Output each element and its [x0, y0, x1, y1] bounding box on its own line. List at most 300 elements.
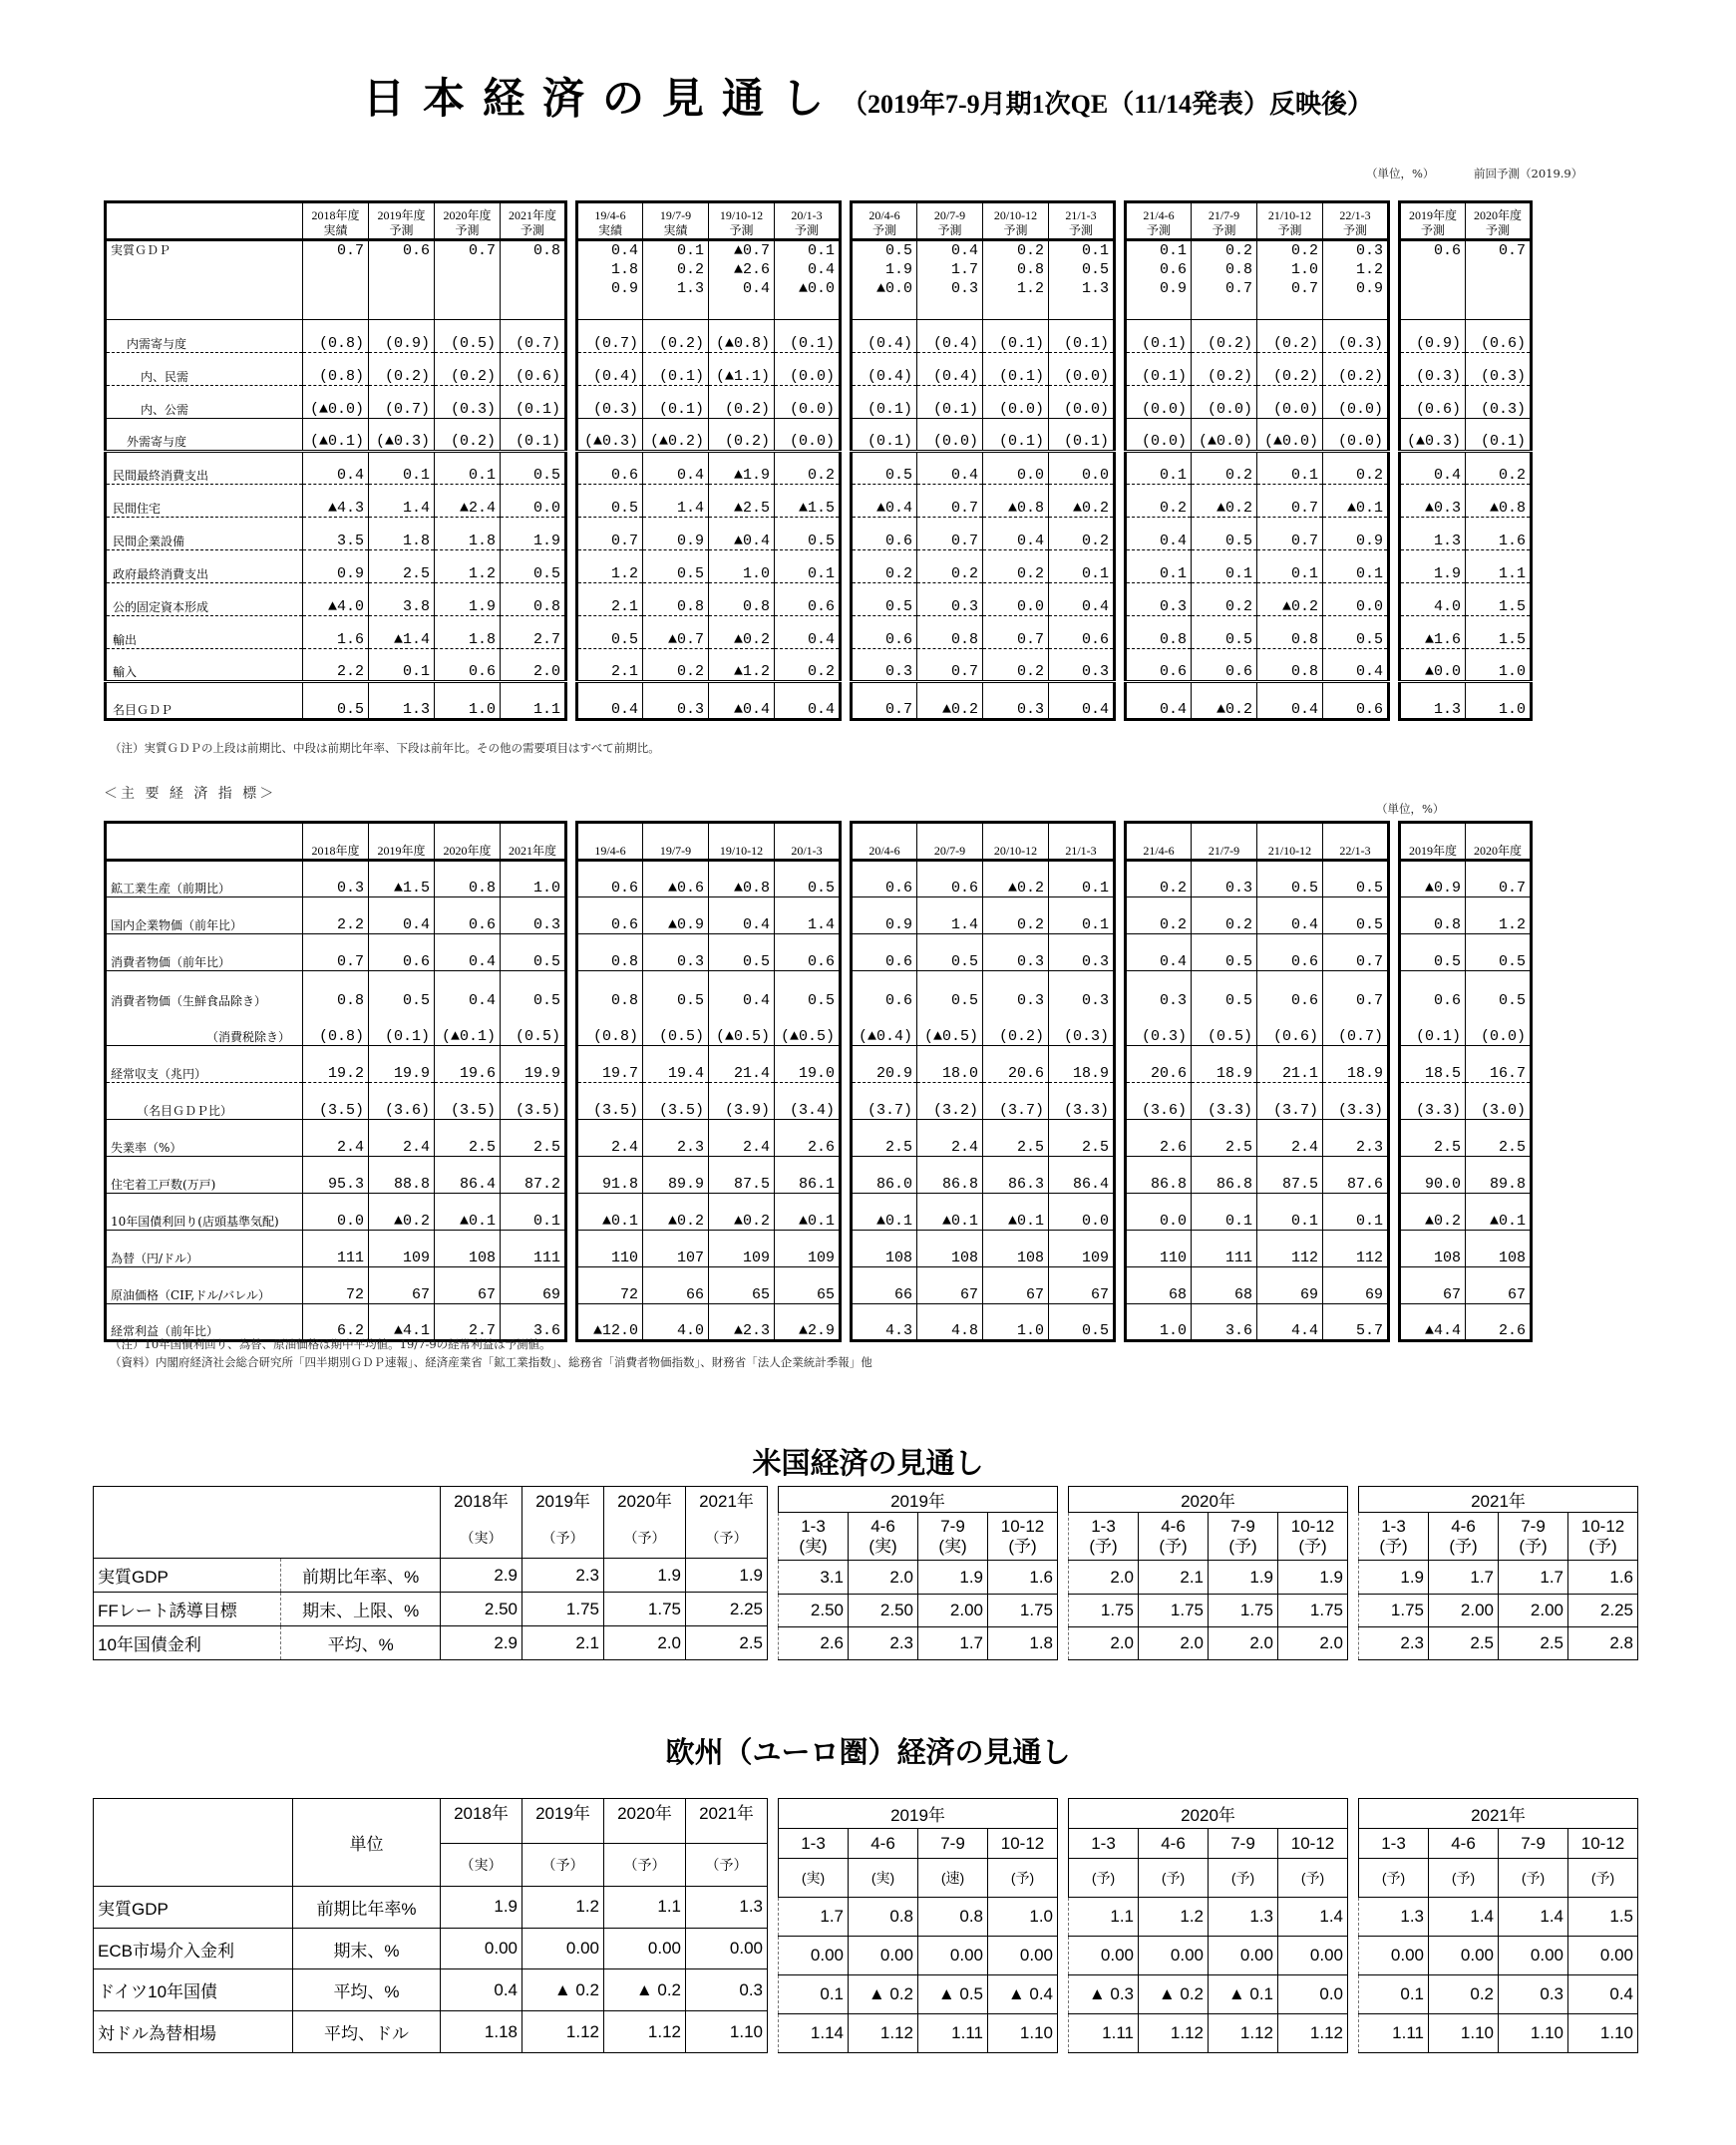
value-cell: (▲0.1) [303, 419, 369, 452]
table-row [1400, 485, 1532, 518]
value-cell [643, 240, 709, 320]
ind-q3-block [1124, 821, 1390, 1342]
value-cell: 0.8 [435, 861, 501, 897]
value-cell: ▲0.1 [775, 1194, 841, 1231]
indicators-table [104, 821, 1541, 1342]
value-cell: 0.1 [1192, 550, 1257, 583]
value-cell: 0.00 [1139, 1937, 1209, 1975]
table-row [779, 1898, 1058, 1937]
ind-q2-block [850, 821, 1116, 1342]
table-row [852, 1046, 1115, 1083]
row-label: 公的固定資本形成 [106, 583, 303, 616]
column-header: 21/4-6 [1126, 823, 1192, 861]
table-row [852, 971, 1115, 1009]
value-cell: (0.5) [501, 1009, 566, 1046]
value-cell: 0.4 [709, 897, 775, 934]
column-status: 予測 [1212, 223, 1236, 237]
table-row [852, 1120, 1115, 1157]
value-cell: (0.0) [775, 386, 841, 419]
value-cell: (0.0) [1323, 386, 1389, 419]
column-status: 予測 [1277, 223, 1302, 237]
value-cell: (0.7) [577, 320, 643, 353]
table-row [1400, 518, 1532, 550]
column-header: 2019年度 [1400, 823, 1466, 861]
value-cell: 2.3 [849, 1626, 918, 1659]
value-cell: (0.3) [435, 386, 501, 419]
value: 0.1 [676, 242, 704, 259]
value-cell: 18.9 [1323, 1046, 1389, 1083]
table-row [852, 1157, 1115, 1194]
value-cell: 1.2 [1466, 897, 1532, 934]
value-cell: 1.7 [779, 1898, 849, 1937]
table-row [1400, 550, 1532, 583]
table-row [852, 682, 1115, 720]
value-cell: 0.00 [441, 1928, 522, 1969]
year-row [779, 1487, 1058, 1513]
value-cell: (▲0.5) [917, 1009, 983, 1046]
value: 0.8 [1224, 261, 1252, 278]
period-header: 4-6 [849, 1829, 918, 1859]
value-cell: (0.9) [369, 320, 435, 353]
value-cell: 0.4 [709, 971, 775, 1009]
table-row [577, 518, 841, 550]
value-cell: 2.6 [775, 1120, 841, 1157]
value-cell: 19.9 [369, 1046, 435, 1083]
table-row [577, 861, 841, 897]
value-cell: 1.10 [1499, 2014, 1568, 2053]
column-header: 2021年度 [501, 823, 566, 861]
status-header: （予） [604, 1844, 686, 1887]
value-cell: 1.4 [1278, 1898, 1348, 1937]
value-cell: (0.3) [1323, 320, 1389, 353]
value: 0.6 [402, 242, 430, 259]
value-cell: (3.3) [1323, 1083, 1389, 1120]
column-period: 22/1-3 [1339, 208, 1371, 222]
value-cell: 0.00 [1278, 1937, 1348, 1975]
column-header: 2018年度 [303, 823, 369, 861]
value-cell: 1.6 [1568, 1561, 1638, 1594]
column-period: 20/7-9 [933, 208, 966, 222]
value: 0.5 [884, 242, 912, 259]
row-label: 実質GDP [94, 1886, 293, 1928]
period-header: 10-12 [988, 1829, 1058, 1859]
value: ▲2.6 [733, 261, 770, 278]
header-row [852, 202, 1115, 240]
value-cell: (0.1) [983, 419, 1049, 452]
table-row [852, 861, 1115, 897]
table-row [577, 616, 841, 649]
value: 0.6 [1159, 261, 1187, 278]
column-status: 予測 [1485, 223, 1510, 237]
value-cell: 1.12 [522, 2011, 604, 2053]
table-row [779, 2014, 1058, 2053]
value-cell: 0.5 [501, 934, 566, 971]
status-header: （予） [686, 1844, 768, 1887]
year-header: 2021年 [1359, 1799, 1638, 1829]
value-cell: 0.4 [441, 1969, 522, 2011]
value-cell: 4.0 [1400, 583, 1466, 616]
value-cell: 0.6 [1257, 971, 1323, 1009]
value-cell: 68 [1126, 1267, 1192, 1304]
value-cell: 0.1 [779, 1975, 849, 2014]
value-cell: 1.12 [1209, 2014, 1278, 2053]
value-cell: 1.0 [988, 1898, 1058, 1937]
value-cell: (▲0.3) [1406, 433, 1461, 450]
value-cell: 19.4 [643, 1046, 709, 1083]
value-cell: 109 [369, 1231, 435, 1267]
period-header [849, 1513, 918, 1561]
table-row [1069, 1898, 1348, 1937]
table-row [106, 583, 566, 616]
value-cell: 0.1 [1323, 550, 1389, 583]
value-cell: 0.4 [303, 452, 369, 485]
year-header: 2018年 [441, 1799, 522, 1844]
value-cell: ▲ 0.2 [604, 1969, 686, 2011]
row-unit: 前期比年率% [293, 1886, 441, 1928]
status: (予) [1089, 1536, 1118, 1556]
value-cell: 0.6 [1049, 616, 1115, 649]
column-header [577, 202, 643, 240]
table-row [577, 320, 841, 353]
column-period: 21/1-3 [1065, 208, 1097, 222]
value-cell: ▲0.2 [917, 682, 983, 720]
table-row [94, 1593, 768, 1626]
value: 0.8 [532, 242, 560, 259]
period-header [1278, 1513, 1348, 1561]
status: (予) [1298, 1536, 1327, 1556]
value-cell: 0.1 [1323, 1194, 1389, 1231]
value: 0.1 [1159, 242, 1187, 259]
period-header: 7-9 [1209, 1829, 1278, 1859]
row-label: 政府最終消費支出 [106, 550, 303, 583]
period-header [918, 1513, 988, 1561]
year-header: 2018年 [441, 1487, 522, 1519]
column-header [303, 202, 369, 240]
value-cell: (0.2) [435, 353, 501, 386]
value-cell: 1.7 [918, 1626, 988, 1659]
value-cell: 0.8 [849, 1898, 918, 1937]
value-cell: 0.4 [775, 616, 841, 649]
table-row [852, 452, 1115, 485]
year-header: 2019年 [522, 1799, 604, 1844]
value-cell: 0.8 [501, 583, 566, 616]
value-cell: ▲0.2 [1257, 583, 1323, 616]
value-cell: 0.5 [709, 934, 775, 971]
ind-prev-block [1398, 821, 1533, 1342]
value-cell: 18.5 [1400, 1046, 1466, 1083]
value-cell: 1.10 [1429, 2014, 1499, 2053]
period-header [1209, 1513, 1278, 1561]
value-cell: 0.8 [577, 934, 643, 971]
value-cell [1466, 240, 1532, 320]
value-cell: 0.6 [852, 861, 917, 897]
value-cell: 91.8 [577, 1157, 643, 1194]
year-row [1069, 1487, 1348, 1513]
table-row [106, 616, 566, 649]
value-cell: 1.9 [1278, 1561, 1348, 1594]
value-cell: 1.4 [1499, 1898, 1568, 1937]
value-cell: 0.4 [1049, 682, 1115, 720]
value-cell: 0.4 [983, 518, 1049, 550]
value-cell: (▲0.2) [643, 419, 709, 452]
value-cell: ▲0.1 [852, 1194, 917, 1231]
value-cell: 0.1 [775, 550, 841, 583]
value-cell: ▲0.2 [1400, 1194, 1466, 1231]
value-cell: 16.7 [1466, 1046, 1532, 1083]
table-row [852, 550, 1115, 583]
column-header: 19/10-12 [709, 823, 775, 861]
table-row [106, 452, 566, 485]
value-cell: ▲0.9 [643, 897, 709, 934]
header-row [1126, 202, 1389, 240]
value-cell: 1.9 [1400, 550, 1466, 583]
value: 0.4 [807, 261, 835, 278]
value-cell: 18.9 [1192, 1046, 1257, 1083]
table-row [852, 320, 1115, 353]
value-cell: 0.5 [303, 682, 369, 720]
column-header: 2020年度 [435, 823, 501, 861]
value-cell: 0.1 [1126, 550, 1192, 583]
value-cell: ▲ 0.4 [988, 1975, 1058, 2014]
year-header: 2020年 [604, 1487, 686, 1519]
year-header: 2019年 [779, 1487, 1058, 1513]
column-header: 21/10-12 [1257, 823, 1323, 861]
status-header: （実） [441, 1519, 522, 1559]
table-row [852, 485, 1115, 518]
value-cell: 86.4 [435, 1157, 501, 1194]
value-cell: (3.7) [852, 1083, 917, 1120]
value-cell: 0.00 [1499, 1937, 1568, 1975]
row-label: 鉱工業生産（前期比） [106, 861, 303, 897]
column-period: 20/1-3 [791, 208, 823, 222]
value-cell: (0.2) [435, 419, 501, 452]
value-cell: 108 [983, 1231, 1049, 1267]
value-cell: (0.3) [577, 386, 643, 419]
value-cell: 19.0 [775, 1046, 841, 1083]
period: 4-6 [1451, 1516, 1476, 1536]
value-cell: 19.2 [303, 1046, 369, 1083]
status-row [1359, 1859, 1638, 1898]
value-cell: (0.0) [1049, 353, 1115, 386]
value-cell: 87.5 [1257, 1157, 1323, 1194]
table-row [1359, 1898, 1638, 1937]
value-cell: ▲0.3 [1400, 485, 1466, 518]
value-cell: 86.8 [1192, 1157, 1257, 1194]
period-header [1359, 1513, 1429, 1561]
value-cell: ▲0.1 [1323, 485, 1389, 518]
table-row [1359, 2014, 1638, 2053]
table-row [1126, 320, 1389, 353]
value-cell: 0.1 [1049, 550, 1115, 583]
table-row [1359, 1975, 1638, 2014]
value-cell: 1.4 [775, 897, 841, 934]
value-cell: 1.75 [604, 1593, 686, 1626]
value-cell: 3.5 [303, 518, 369, 550]
status-row [1069, 1859, 1348, 1898]
value-cell: 86.4 [1049, 1157, 1115, 1194]
table-row [1126, 1120, 1389, 1157]
value-cell: 0.1 [435, 452, 501, 485]
period-row [1359, 1513, 1638, 1561]
column-header [709, 202, 775, 240]
table-row [1400, 1046, 1532, 1083]
value-cell: 87.2 [501, 1157, 566, 1194]
value-cell: 1.6 [1466, 518, 1532, 550]
gdp-q1-block [575, 200, 842, 721]
table-row [1126, 971, 1389, 1009]
value-cell: 1.8 [369, 518, 435, 550]
value-cell: 2.4 [369, 1120, 435, 1157]
value-cell: 0.5 [1257, 861, 1323, 897]
unit-label: （単位，%） [1366, 167, 1435, 180]
row-label: 民間最終消費支出 [106, 452, 303, 485]
value-cell: 1.5 [1466, 583, 1532, 616]
value-cell: 0.00 [779, 1937, 849, 1975]
value-cell: 112 [1257, 1231, 1323, 1267]
value-cell: 18.0 [917, 1046, 983, 1083]
us-title: 米国経済の見通し [752, 1446, 984, 1480]
table-row [1126, 386, 1389, 419]
table-row [1400, 1304, 1532, 1341]
value-cell: 1.9 [686, 1559, 768, 1593]
value-cell: (0.0) [1192, 386, 1257, 419]
value-cell: 0.6 [1433, 991, 1461, 1009]
row-label: 内需寄与度 [106, 320, 303, 353]
value-cell: 0.3 [1159, 991, 1187, 1009]
value-cell: 1.8 [435, 518, 501, 550]
value-cell: ▲0.9 [1400, 861, 1466, 897]
value-cell: 0.1 [1049, 897, 1115, 934]
status-row [779, 1859, 1058, 1898]
value-cell: (0.4) [852, 353, 917, 386]
value-cell: (0.1) [1049, 419, 1115, 452]
value-cell: (3.5) [577, 1083, 643, 1120]
value-cell: 0.5 [1323, 861, 1389, 897]
value-cell: 1.3 [369, 682, 435, 720]
period: 10-12 [1000, 1516, 1045, 1536]
value-cell: 87.6 [1323, 1157, 1389, 1194]
year-header: 2021年 [686, 1799, 768, 1844]
table-row [1126, 897, 1389, 934]
column-header [435, 202, 501, 240]
table-row [1126, 1009, 1389, 1046]
value-cell: 0.1 [369, 649, 435, 682]
value-cell: 0.5 [775, 971, 841, 1009]
value-cell: (0.1) [1466, 419, 1532, 452]
column-header [1257, 202, 1323, 240]
value-cell: 0.2 [775, 649, 841, 682]
value-cell: 0.00 [988, 1937, 1058, 1975]
table-row [1400, 649, 1532, 682]
column-period: 2019年度 [1408, 208, 1457, 222]
table-row [577, 971, 841, 1009]
value-cell: ▲1.9 [709, 452, 775, 485]
table-row [106, 386, 566, 419]
value-cell: (0.0) [1126, 386, 1192, 419]
period-row [1069, 1829, 1348, 1859]
value-cell: 0.6 [577, 897, 643, 934]
value-cell: 0.5 [852, 452, 917, 485]
value-cell: 2.3 [643, 1120, 709, 1157]
value-cell: 2.5 [1400, 1120, 1466, 1157]
value-cell: (0.8) [303, 353, 369, 386]
value-cell: 0.2 [1192, 897, 1257, 934]
column-header: 20/7-9 [917, 823, 983, 861]
value-cell: 0.4 [435, 971, 501, 1009]
value-cell: 0.6 [775, 934, 841, 971]
value-cell: 0.7 [917, 518, 983, 550]
value-cell [775, 240, 841, 320]
value-cell: (▲1.1) [709, 353, 775, 386]
value-cell: 3.1 [779, 1561, 849, 1594]
table-row [577, 1120, 841, 1157]
value-cell: 1.3 [1359, 1898, 1429, 1937]
value-cell: 1.6 [303, 616, 369, 649]
row-label: 民間企業設備 [106, 518, 303, 550]
value-cell: ▲0.2 [369, 1194, 435, 1231]
table-row [1400, 934, 1532, 971]
value-cell: 0.7 [303, 934, 369, 971]
table-row [1069, 1975, 1348, 2014]
value-cell: 1.10 [1568, 2014, 1638, 2053]
value-cell: 21.4 [709, 1046, 775, 1083]
table-row [1126, 452, 1389, 485]
value-cell: 1.1 [1069, 1898, 1139, 1937]
value-cell: 1.6 [988, 1561, 1058, 1594]
year-header: 2020年 [1069, 1799, 1348, 1829]
column-header [852, 202, 917, 240]
value-cell: 107 [643, 1231, 709, 1267]
value-cell: 1.0 [1126, 1304, 1192, 1341]
status-header: (予) [1499, 1859, 1568, 1898]
value-cell: 0.5 [1466, 934, 1532, 971]
status-header: (予) [1209, 1859, 1278, 1898]
value-cell: 0.0 [1049, 1194, 1115, 1231]
value-cell: 2.0 [1139, 1626, 1209, 1659]
table-row [1359, 1561, 1638, 1594]
table-row [106, 1304, 566, 1341]
value-cell: 2.6 [1126, 1120, 1192, 1157]
table-row [1126, 1304, 1389, 1341]
column-period: 2020年度 [1473, 208, 1522, 222]
column-status: 予測 [871, 223, 896, 237]
value-cell: 67 [1400, 1267, 1466, 1304]
value-cell: 2.1 [522, 1626, 604, 1660]
value-cell: 0.4 [1568, 1975, 1638, 2014]
header-row [106, 202, 566, 240]
value-cell: ▲0.8 [1466, 485, 1532, 518]
row-label: 民間住宅 [106, 485, 303, 518]
value: 1.8 [610, 261, 638, 278]
value-cell: 65 [709, 1267, 775, 1304]
value-cell: ▲12.0 [577, 1304, 643, 1341]
value-cell: 2.5 [1429, 1626, 1499, 1659]
status: (予) [1228, 1536, 1257, 1556]
value-cell: (0.2) [1192, 353, 1257, 386]
value-cell: 2.6 [779, 1626, 849, 1659]
value-cell: 0.5 [1192, 971, 1257, 1009]
row-label: FFレート誘導目標 [94, 1593, 281, 1626]
value-cell: (0.1) [369, 1009, 435, 1046]
column-header: 20/4-6 [852, 823, 917, 861]
value-cell: (3.0) [1466, 1083, 1532, 1120]
period-header [988, 1513, 1058, 1561]
table-row [106, 1120, 566, 1157]
column-header: 2020年度 [1466, 823, 1532, 861]
value-cell: 1.4 [917, 897, 983, 934]
value-cell: 1.4 [643, 485, 709, 518]
row-label: 国内企業物価（前年比） [106, 897, 303, 934]
